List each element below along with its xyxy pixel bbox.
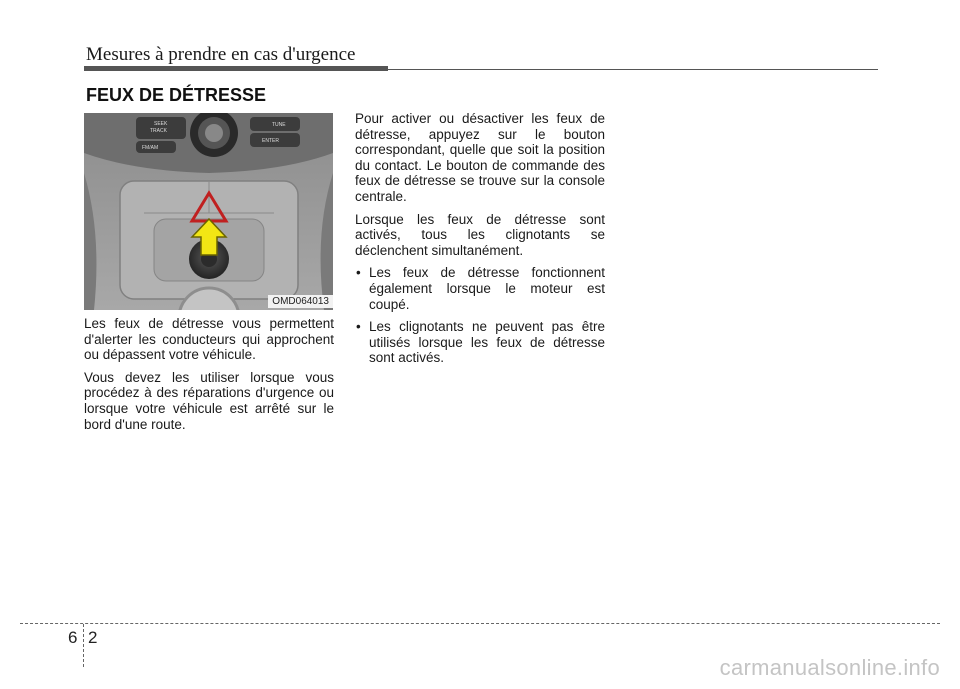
track-label: TRACK — [150, 128, 167, 134]
header-rule-thick — [84, 66, 388, 71]
chapter-number: 6 — [68, 628, 78, 647]
paragraph: Vous devez les utiliser lorsque vous procédez à des réparations d'urgence ou lorsque votre véhicule est arrêté sur le bord d'une route. — [84, 369, 334, 432]
paragraph: Pour activer ou désactiver les feux de détresse, appuyez sur le bouton correspondant, quelle que soit la position du contact. Le bouton de commande des feux de détresse se trouve sur la console centrale. — [355, 111, 605, 204]
list-item — [355, 319, 605, 366]
footer-rule — [20, 623, 940, 624]
hazard-button-figure — [84, 113, 333, 310]
paragraph: Les feux de détresse vous permettent d'alerter les conducteurs qui approchent ou dépassent votre véhicule. — [84, 316, 334, 363]
bullet-list — [355, 265, 605, 366]
header-title: Mesures à prendre en cas d'urgence — [86, 44, 356, 65]
list-item-text: Les feux de détresse fonctionnent également lorsque le moteur est coupé. — [369, 265, 605, 312]
left-column — [84, 316, 334, 439]
fm-am-label: FM/AM — [142, 145, 159, 151]
page-number: 2 — [88, 628, 98, 647]
figure-code: OMD064013 — [268, 295, 333, 308]
list-item — [355, 265, 605, 312]
seek-label: SEEK — [154, 121, 168, 127]
console-illustration — [84, 113, 333, 310]
list-item-text: Les clignotants ne peuvent pas être utilisés lorsque les feux de détresse sont activés. — [369, 319, 605, 366]
footer-divider — [83, 624, 84, 667]
bullet-icon: • — [356, 319, 361, 335]
right-column — [355, 111, 605, 373]
watermark: carmanualsonline.info — [719, 655, 940, 680]
section-title: FEUX DE DÉTRESSE — [86, 85, 267, 105]
tune-label: TUNE — [272, 122, 286, 128]
enter-label: ENTER — [262, 138, 279, 144]
header-rule-thin — [388, 69, 878, 71]
bullet-icon: • — [356, 265, 361, 281]
paragraph: Lorsque les feux de détresse sont activés, tous les clignotants se déclenchent simultanément. — [355, 211, 605, 258]
